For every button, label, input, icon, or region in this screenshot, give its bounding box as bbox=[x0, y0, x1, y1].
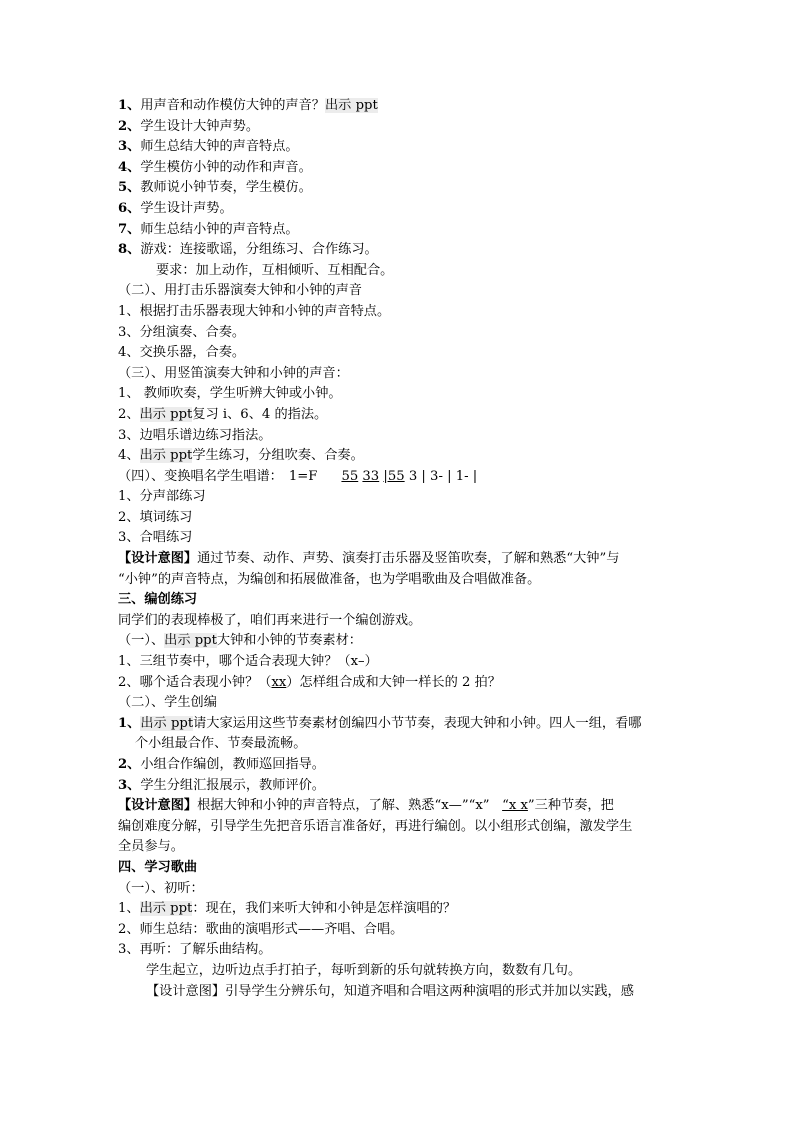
requirement-text: 要求：加上动作，互相倾听、互相配合。 bbox=[156, 262, 394, 278]
design-intent: 【设计意图】根据大钟和小钟的声音特点，了解、熟悉“x—”“x” “x x”三种节奏，把 bbox=[118, 798, 614, 814]
list-item: 3、合唱练习 bbox=[118, 530, 193, 546]
list-item: 1、出示 ppt：现在，我们来听大钟和小钟是怎样演唱的？ bbox=[118, 901, 457, 917]
list-item: 2、出示 ppt复习 i、6、4 的指法。 bbox=[118, 406, 328, 422]
section-title: 三、编创练习 bbox=[118, 592, 198, 608]
section-heading: （一）、初听： bbox=[118, 880, 204, 896]
design-intent: 【设计意图】通过节奏、动作、声势、演奏打击乐器及竖笛吹奏，了解和熟悉“大钟”与 bbox=[118, 551, 620, 567]
design-intent-cont: 全员参与。 bbox=[118, 839, 184, 855]
list-item: 1、用声音和动作模仿大钟的声音？出示 ppt bbox=[118, 98, 378, 113]
list-item: 5、教师说小钟节奏，学生模仿。 bbox=[118, 180, 312, 196]
section-heading: （三）、用竖笛演奏大钟和小钟的声音： bbox=[118, 365, 349, 381]
section-heading: （二）、学生创编 bbox=[118, 695, 217, 711]
list-item: 4、出示 ppt学生练习，分组吹奏、合奏。 bbox=[118, 448, 364, 464]
paragraph: 同学们的表现棒极了，咱们再来进行一个编创游戏。 bbox=[118, 612, 422, 628]
list-item: 1、出示 ppt请大家运用这些节奏素材创编四小节节奏，表现大钟和小钟。四人一组，看哪 bbox=[118, 715, 642, 731]
list-item: 7、师生总结小钟的声音特点。 bbox=[118, 221, 299, 237]
score-notation: （四）、变换唱名学生唱谱： 1=F 55 33 |55 3 | 3- | 1- | bbox=[118, 468, 478, 484]
list-item: 2、学生设计大钟声势。 bbox=[118, 118, 260, 134]
list-item: 3、学生分组汇报展示，教师评价。 bbox=[118, 777, 325, 793]
list-item: 1、 教师吹奏，学生听辨大钟或小钟。 bbox=[118, 386, 342, 402]
list-item: 3、边唱乐谱边练习指法。 bbox=[118, 427, 272, 443]
list-item: 3、师生总结大钟的声音特点。 bbox=[118, 139, 299, 155]
list-item: 2、师生总结：歌曲的演唱形式——齐唱、合唱。 bbox=[118, 921, 404, 937]
list-item: 2、哪个适合表现小钟？（xx）怎样组合成和大钟一样长的 2 拍？ bbox=[118, 674, 501, 690]
list-item: 8、游戏：连接歌谣，分组练习、合作练习。 bbox=[118, 242, 378, 258]
paragraph: 学生起立，边听边点手打拍子，每听到新的乐句就转换方向，数数有几句。 bbox=[146, 962, 582, 978]
list-item: 2、填词练习 bbox=[118, 509, 193, 525]
document-page bbox=[118, 96, 678, 1002]
list-item: 1、根据打击乐器表现大钟和小钟的声音特点。 bbox=[118, 303, 391, 319]
list-item: 4、交换乐器，合奏。 bbox=[118, 345, 246, 361]
list-item: 3、分组演奏、合奏。 bbox=[118, 324, 246, 340]
list-item: 1、分声部练习 bbox=[118, 489, 206, 505]
section-title: 四、学习歌曲 bbox=[118, 859, 198, 875]
design-intent: 【设计意图】引导学生分辨乐句，知道齐唱和合唱这两种演唱的形式并加以实践，感 bbox=[146, 983, 634, 999]
design-intent-cont: 编创难度分解，引导学生先把音乐语言准备好，再进行编创。以小组形式创编，激发学生 bbox=[118, 818, 633, 834]
design-intent-cont: “小钟”的声音特点，为编创和拓展做准备，也为学唱歌曲及合唱做准备。 bbox=[118, 571, 541, 587]
list-item: 3、再听：了解乐曲结构。 bbox=[118, 942, 272, 958]
list-item: 6、学生设计声势。 bbox=[118, 200, 233, 216]
list-item: 1、三组节奏中，哪个适合表现大钟？（x–） bbox=[118, 654, 378, 670]
list-item: 2、小组合作编创，教师巡回指导。 bbox=[118, 757, 325, 772]
list-item: 4、学生模仿小钟的动作和声音。 bbox=[118, 159, 312, 175]
section-heading: （一）、出示 ppt大钟和小钟的节奏素材： bbox=[118, 633, 362, 649]
list-item-cont: 个小组最合作、节奏最流畅。 bbox=[135, 736, 307, 752]
section-heading: （二）、用打击乐器演奏大钟和小钟的声音 bbox=[118, 283, 362, 299]
